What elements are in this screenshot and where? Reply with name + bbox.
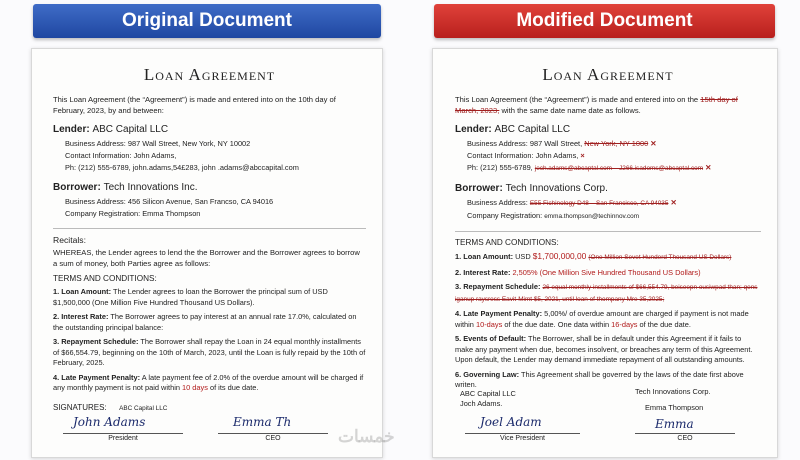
recitals-heading: Recitals: — [53, 235, 86, 245]
term-text: USD — [515, 252, 531, 261]
lender-address: Business Address: 987 Wall Street, New York, NY 10002 — [65, 139, 251, 148]
signature-company-left: ABC Capital LLC — [460, 389, 516, 398]
signature-line — [465, 433, 580, 434]
modified-lender-heading — [455, 124, 761, 135]
original-term-interest-rate — [53, 312, 366, 333]
president-role: President — [108, 435, 138, 442]
original-term-repayment — [53, 337, 366, 369]
original-terms-heading: TERMS AND CONDITIONS: — [53, 274, 157, 283]
modified-term-loan-amount — [455, 251, 761, 264]
original-term-late-penalty — [53, 373, 366, 394]
term-label: 3. Repayment Schedule: — [53, 337, 139, 346]
recitals-text: WHEREAS, the Lender agrees to lend the the Borrower and the Borrower agrees to borrow a sum of money, both Parties agree as follows: — [53, 248, 360, 268]
changed-rate: 2,505% — [512, 267, 538, 277]
watermark: خمسات — [338, 427, 395, 446]
intro-text: This Loan Agreement (the “Agreement”) is made and entered into on the — [455, 95, 699, 104]
original-term-loan-amount — [53, 287, 366, 308]
phone-text: Ph: (212) 555-6789, — [467, 163, 533, 172]
signature-name-left: Joch Adams. — [460, 399, 503, 408]
lender-phone — [455, 162, 761, 175]
divider — [53, 228, 366, 229]
modified-signature-block — [455, 387, 761, 449]
lender-phone: Ph: (212) 555-6789, john.adams,54£283, john .adams@abccapital.com — [65, 163, 299, 172]
modified-document-page — [432, 48, 778, 458]
original-title: Loan Agreement — [143, 65, 276, 84]
term-text: This Agreement shall be goverred by the laws of the date first above writen. — [455, 369, 744, 389]
address-text: Business Address: — [467, 198, 528, 207]
term-label: 2. Interest Rate: — [53, 312, 109, 321]
lender-label: Lender: — [53, 124, 90, 135]
registration-text: Company Registration: — [467, 211, 543, 220]
borrower-address: Business Address: 456 Silicon Avenue, San Francso, CA 94016 — [65, 197, 274, 206]
x-mark-icon: ✕ — [650, 139, 657, 148]
modified-term-late-penalty — [455, 309, 761, 330]
term-text: of the due date. — [639, 319, 691, 329]
borrower-registration: Company Registration: Emma Thompson — [65, 209, 201, 218]
term-label: 4. Late Payment Penalty: — [53, 372, 141, 382]
borrower-name: Tech Innovations Corp. — [505, 183, 608, 194]
ceo-signature: Emma Th — [233, 415, 292, 429]
contact-text: Contact Information: John Adams, — [467, 151, 579, 160]
x-mark-icon: ✕ — [705, 163, 712, 172]
term-text: of its due date. — [209, 383, 259, 392]
ceo-role: CEO — [265, 435, 281, 442]
modified-intro — [455, 94, 761, 116]
changed-days: 10-days — [475, 319, 503, 329]
vice-president-signature: Joel Adam — [480, 415, 542, 429]
modified-terms-heading: TERMS AND CONDITIONS: — [455, 238, 559, 247]
term-text: of the due date. One data within — [504, 319, 610, 329]
signature-line — [635, 433, 735, 434]
lender-contact — [455, 150, 761, 162]
struck-address: E55 Fichinology D48 – San Francisco, CA 94035 — [529, 200, 669, 207]
borrower-registration — [455, 210, 761, 223]
borrower-name: Tech Innovations Inc. — [103, 182, 198, 193]
original-intro: This Loan Agreement (the “Agreement”) is made and entered into on the 10th day of February, 2023, by and between: — [53, 95, 336, 115]
changed-text: (One Million Sive Hundred Thousand US Dollars) — [539, 267, 701, 277]
changed-days: 16-days — [611, 319, 638, 329]
original-borrower-heading — [53, 182, 366, 193]
original-document-page — [31, 48, 383, 458]
term-text: A late payment fee of 2.0% of the overdue amount will be charged if any monthly payment is not paid within — [53, 372, 364, 392]
term-text: The Borrower agrees to pay interest at an annual rate 17.0%, calculated on the outstanding principal balance: — [53, 312, 357, 332]
lender-name: ABC Capital LLC — [494, 124, 571, 135]
ceo-signature: Emma — [655, 417, 694, 431]
modified-term-repayment — [455, 282, 761, 305]
lender-label: Lender: — [455, 124, 492, 135]
term-label: 1. Loan Amount: — [455, 252, 514, 261]
modified-title: Loan Agreement — [542, 65, 674, 84]
ceo-role: CEO — [677, 435, 693, 442]
struck-text: (One Million Sevet Hunderd Thousand US Dollars) — [588, 254, 732, 261]
x-mark-icon: × — [580, 151, 585, 160]
struck-emails: jech.adams@abcaptal.com – J266.isadoms@abcaptal.com — [534, 165, 704, 172]
struck-text: 26 equal monthly installments of $66,554.79, beiseepn ousiwpad than; qens iganup raysress Eavit-Mimt $5, 2021, until loan of thompany Mre 35,2025; — [455, 284, 758, 303]
signatures-company: ABC Capital LLC — [119, 405, 168, 412]
term-label: 5. Events of Default: — [455, 334, 527, 343]
term-label: 2. Interest Rate: — [455, 267, 511, 277]
modified-term-default — [455, 334, 761, 366]
signature-name-right: Emma Thompson — [645, 403, 704, 412]
lender-name: ABC Capital LLC — [92, 124, 169, 135]
borrower-address — [455, 197, 761, 210]
lender-address — [455, 138, 761, 150]
term-text: The Lender agrees to loan the Borrower the principal sum of USD $1,500,000 (One Million Five Hundred Thousand US Dollars). — [53, 287, 328, 307]
borrower-label: Borrower: — [455, 183, 503, 194]
term-label: 3. Repayment Schedule: — [455, 282, 541, 291]
divider — [455, 231, 761, 232]
borrower-label: Borrower: — [53, 182, 101, 193]
struck-address: New York, NY 1000 — [584, 139, 649, 148]
term-label: 6. Governing Law: — [455, 369, 520, 379]
address-text: Business Address: 987 Wall Street, — [467, 139, 583, 148]
term-label: 4. Late Payment Penalty: — [455, 309, 543, 318]
highlighted-days: 10 days — [182, 383, 208, 392]
signature-company-right: Tech Innovations Corp. — [635, 387, 711, 396]
signature-line — [218, 433, 328, 434]
signatures-label: SIGNATURES: — [53, 403, 107, 412]
term-text: 5,00%/ of overdue amount are charged if payment is not made within — [455, 309, 749, 329]
original-lender-heading — [53, 124, 366, 135]
struck-date: 15th day of March, 2023, — [455, 95, 738, 115]
original-signature-block — [53, 401, 366, 449]
term-label: 1. Loan Amount: — [53, 287, 112, 296]
modified-term-governing-law — [455, 370, 761, 391]
intro-text: with the same date name date as follows. — [501, 106, 641, 115]
registration-email: emma.thompson@techinnov.com — [544, 213, 640, 220]
modified-document-banner: Modified Document — [434, 4, 775, 38]
x-mark-icon: ✕ — [670, 198, 677, 207]
term-text: The Borrower shall repay the Loan in 24 equal monthly installments of $66,554.79, beginning on the 10th of March, 2023, until the Loan is fully repaid by the 10th of February, 2025. — [53, 337, 366, 367]
term-text: The Borrower, shall be in default under this Agreement if it fails to make any payment when due, becomes insolvent, or breaches any term of this Agreement. Upon default, the Lender may demand immediate repayment of all outstanding amounts. — [455, 334, 753, 364]
signature-line — [63, 433, 183, 434]
original-document-banner: Original Document — [33, 4, 381, 38]
vice-president-role: Vice President — [499, 435, 545, 442]
lender-contact: Contact Information: John Adams, — [65, 151, 177, 160]
modified-term-interest-rate — [455, 268, 761, 279]
modified-borrower-heading — [455, 183, 761, 194]
changed-amount: $1,700,000,00 — [532, 251, 587, 261]
president-signature: John Adams — [73, 415, 146, 429]
